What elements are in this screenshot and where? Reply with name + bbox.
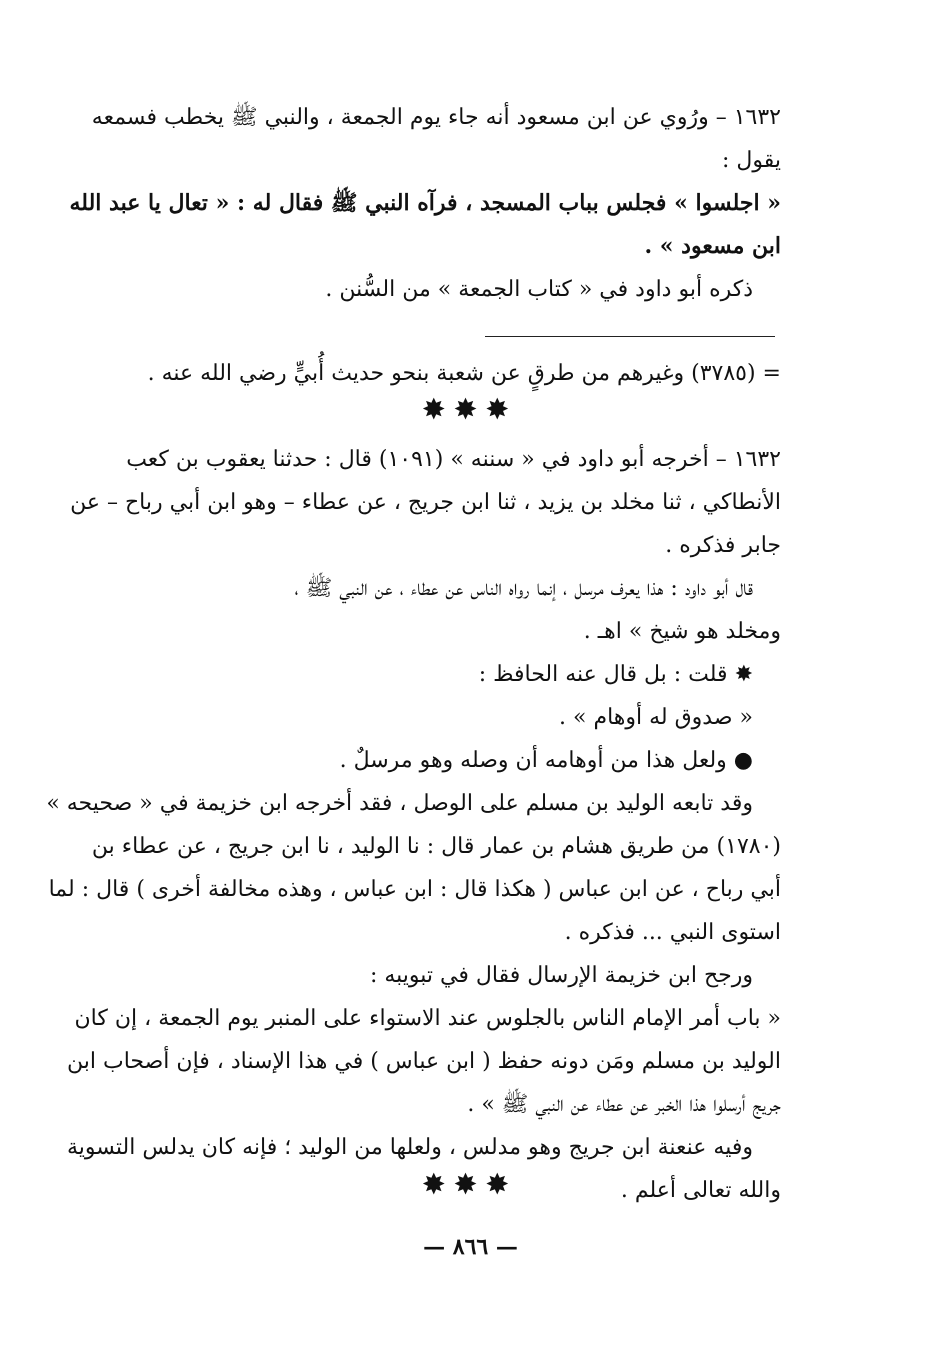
hadith-text bbox=[69, 96, 781, 311]
commentary-line: جابر فذكره . bbox=[665, 533, 781, 558]
commentary-line: « باب أمر الإمام الناس بالجلوس عند الاستواء على المنبر يوم الجمعة ، إن كان bbox=[74, 1006, 781, 1031]
hadith-line-1: ١٦٣٢ – ورُوي عن ابن مسعود أنه جاء يوم الجمعة ، والنبي ﷺ يخطب فسمعه bbox=[91, 105, 781, 130]
commentary-line: ١٦٣٢ – أخرجه أبو داود في « سننه » (١٠٩١) قال : حدثنا يعقوب بن كعب bbox=[126, 447, 781, 472]
commentary-line: ● ولعل هذا من أوهامه أن وصله وهو مرسلٌ . bbox=[339, 748, 753, 773]
commentary-line: « صدوق له أوهام » . bbox=[559, 705, 753, 730]
commentary-line: استوى النبي ... فذكره . bbox=[564, 920, 781, 945]
hadith-line-4: ابن مسعود » . bbox=[644, 233, 781, 259]
commentary-line: (١٧٨٠) من طريق هشام بن عمار قال : نا الوليد ، نا ابن جريج ، عن عطاء بن bbox=[91, 834, 781, 859]
commentary-line: جريج أرسلوا هذا الخبر عن عطاء عن النبي ﷺ » . bbox=[467, 1092, 781, 1117]
commentary-line: ورجح ابن خزيمة الإرسال فقال في تبويبه : bbox=[369, 963, 753, 988]
commentary-line: أبي رباح ، عن ابن عباس ( هكذا قال : ابن عباس ، وهذه مخالفة أخرى ) قال : لما bbox=[48, 877, 781, 902]
hadith-line-2: يقول : bbox=[721, 148, 781, 173]
footnote-continuation bbox=[84, 352, 781, 395]
commentary-line: ✸ قلت : بل قال عنه الحافظ : bbox=[478, 662, 753, 687]
commentary-text bbox=[46, 438, 781, 1212]
page-number: — ٨٦٦ — bbox=[423, 1234, 518, 1260]
commentary-line: الأنطاكي ، ثنا مخلد بن يزيد ، ثنا ابن جريج ، عن عطاء – وهو ابن أبي رباح – عن bbox=[70, 490, 781, 515]
footnote-line: = (٣٧٨٥) وغيرهم من طرقٍ عن شعبة بنحو حديث أُبيٍّ رضي الله عنه . bbox=[147, 361, 781, 386]
commentary-line: وفيه عنعنة ابن جريج وهو مدلس ، ولعلها من الوليد ؛ فإنه كان يدلس التسوية bbox=[66, 1135, 753, 1160]
commentary-line: الوليد بن مسلم ومَن دونه حفظ ( ابن عباس ) في هذا الإسناد ، فإن أصحاب ابن bbox=[67, 1049, 781, 1074]
separator-stars-top: ✸✸✸ bbox=[422, 395, 519, 425]
hadith-source-line: ذكره أبو داود في « كتاب الجمعة » من السُّنن . bbox=[325, 277, 753, 302]
commentary-line: ومخلد هو شيخ » اهـ . bbox=[583, 619, 781, 644]
commentary-line: والله تعالى أعلم . bbox=[620, 1178, 781, 1203]
footnote-separator bbox=[485, 336, 775, 337]
separator-stars-bottom: ✸✸✸ bbox=[422, 1170, 519, 1200]
commentary-line: قال أبو داود : هذا يعرف مرسل ، إنما رواه الناس عن عطاء ، عن النبي ﷺ ، bbox=[294, 576, 753, 601]
commentary-line: وقد تابعه الوليد بن مسلم على الوصل ، فقد أخرجه ابن خزيمة في « صحيحه » bbox=[46, 791, 753, 816]
hadith-line-3: « اجلسوا » فجلس بباب المسجد ، فرآه النبي ﷺ فقال له : « تعال يا عبد الله bbox=[69, 190, 781, 216]
